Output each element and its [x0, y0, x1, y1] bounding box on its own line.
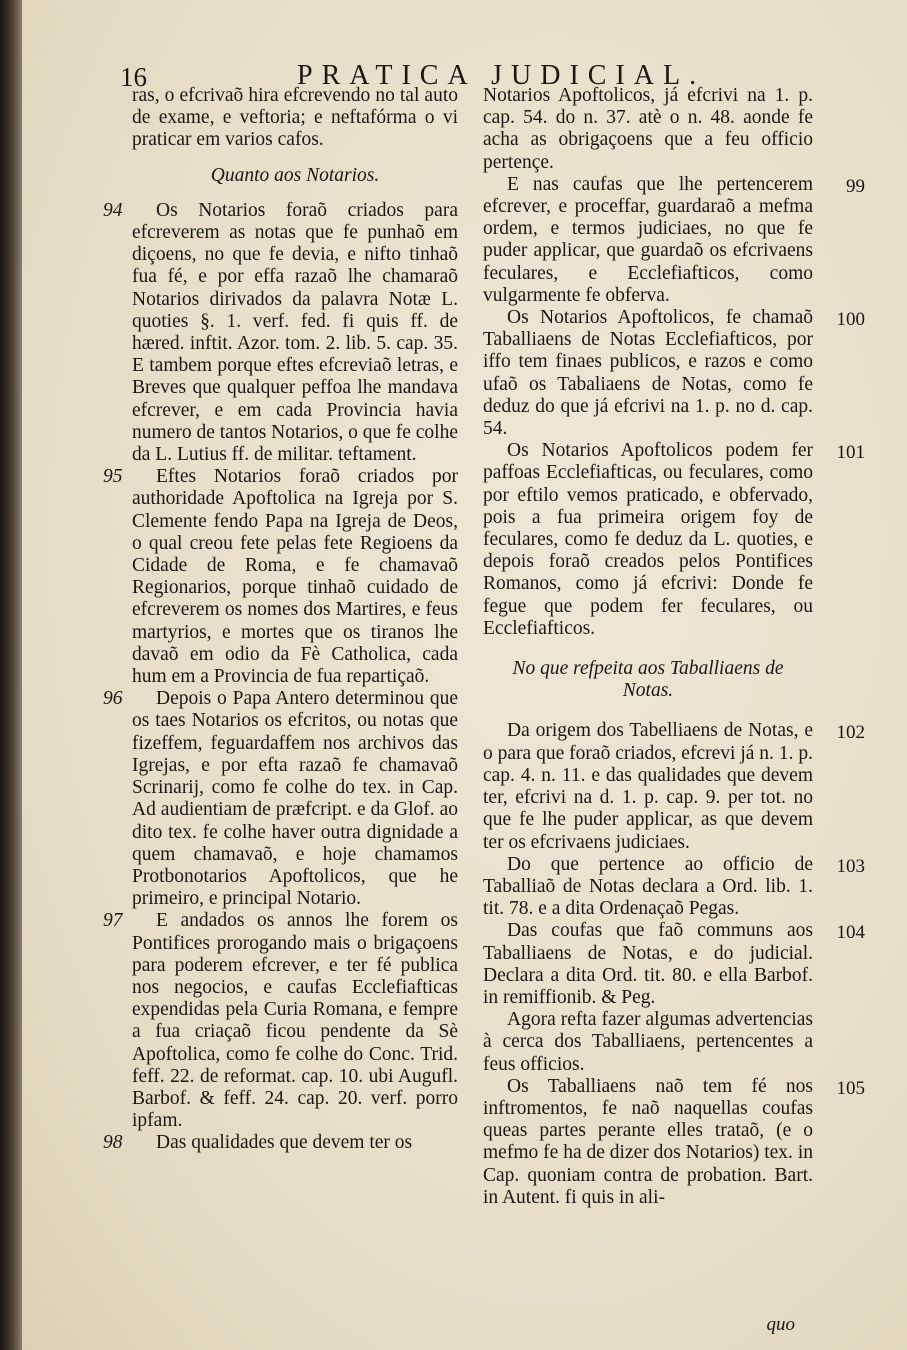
page-number: 16: [120, 62, 147, 92]
section-heading-taballiaens: [483, 658, 813, 702]
paragraph-text: Depois o Papa Antero determinou que os taes Notarios os efcritos, ou notas que fizeffem, feguardaffem nos archivos das Igrejas, e por efta razaõ fe chamavaõ Scrinarij, como fe colhe do tex. in Cap. Ad audientiam de præfcript. e da Glof. ao dito tex. fe colhe haver outra dignidade a quem chamavaõ, e hoje chamamos Protbonotarios Apoftolicos, que he primeiro, e principal Notario.: [132, 688, 458, 910]
paragraph-number-102: 102: [836, 722, 865, 744]
paragraph-text: Os Taballiaens naõ tem fé nos inftromentos, fe naõ naquellas coufas queas partes perante elles trataõ, (e o mefmo fe ha de dizer dos Notarios) tex. in Cap. quoniam contra de probation. Bart. in Autent. fi quis in ali-: [483, 1075, 813, 1208]
paragraph-95: [103, 466, 458, 688]
paragraph-text: Os Notarios Apoftolicos podem fer paffoas Ecclefiafticas, ou feculares, como por eftilo vemos praticado, e obfervado, pois a fua primeira origem foy de feculares, como fe deduz da L. quoties, e depois foraõ creados pelos Pontifices Romanos, como já efcrivi: Donde fe fegue que podem fer feculares, ou Ecclefiafticos.: [483, 440, 813, 639]
running-title: PRATICA JUDICIAL.: [297, 60, 706, 91]
paragraph-text: Do que pertence ao officio de Taballiaõ de Notas declara a Ord. lib. 1. tit. 78. e a dita Ordenaçaõ Pegas.: [483, 853, 813, 920]
paragraph-number-105: 105: [836, 1077, 865, 1099]
paragraph-104-continued: Agora refta fazer algumas advertencias à cerca dos Taballiaens, pertencentes a feus officios.: [483, 1009, 813, 1075]
paragraph-number-101: 101: [836, 442, 865, 464]
catchword: quo: [766, 1314, 795, 1335]
paragraph-number-100: 100: [836, 309, 865, 331]
left-column: [103, 85, 458, 1155]
paragraph-100: [483, 307, 865, 440]
paragraph-105: [483, 1075, 865, 1209]
paragraph-94: [103, 199, 458, 466]
paragraph-number-94: 94: [103, 199, 123, 221]
paragraph-text: Das coufas que faõ communs aos Taballiaens de Notas, e do judicial. Declara a dita Ord. tit. 80. e ella Barbof. in remiffionib. & Peg.: [483, 920, 813, 1008]
book-page: [22, 0, 907, 1350]
section-heading-notarios: Quanto aos Notarios.: [210, 164, 380, 186]
paragraph-101: [483, 440, 865, 640]
paragraph-number-95: 95: [103, 466, 123, 488]
paragraph-99: [483, 173, 865, 307]
paragraph-number-98: 98: [103, 1132, 123, 1154]
paragraph-text: Eftes Notarios foraõ criados por authoridade Apoftolica na Igreja por S. Clemente fendo Papa na Igreja de Deos, o qual creou fete pelas fete Regioens da Cidade de Roma, e fe chamavaõ Regionarios, porque tinhaõ cuidado de efcreverem os nomes dos Martires, e feus martyrios, e mortes que os tiranos lhe davaõ em odio da Fè Catholica, cada hum em a Provincia de fua repartiçaõ.: [132, 466, 458, 688]
paragraph-number-103: 103: [836, 855, 865, 877]
paragraph-102: [483, 720, 865, 853]
paragraph-continuation: ras, o efcrivaõ hira efcrevendo no tal auto de exame, e veftoria; e neftafórma o vi praticar em varios cafos.: [132, 85, 458, 151]
paragraph-text: E nas caufas que lhe pertencerem efcrever, e proceffar, guardaraõ a mefma ordem, e termos judiciaes, no que fe puder applicar, que guardaõ os efcrivaens feculares, e Ecclefiafticos, como vulgarmente fe obferva.: [483, 173, 813, 306]
paragraph-number-97: 97: [103, 910, 123, 932]
paragraph-104: [483, 920, 865, 1009]
paragraph-number-99: 99: [846, 175, 865, 197]
paragraph-97: [103, 910, 458, 1132]
paragraph-96: [103, 688, 458, 910]
paragraph-number-96: 96: [103, 688, 123, 710]
paragraph-98: [103, 1132, 458, 1154]
paragraph-text: Das qualidades que devem ter os: [156, 1132, 413, 1154]
paragraph-text: Os Notarios Apoftolicos, fe chamaõ Taballiaens de Notas Ecclefiafticos, por iffo tem finaes publicos, e razos e como ufaõ os Tabaliaens de Notas, como fe deduz do que já efcrivi na 1. p. no d. cap. 54.: [483, 307, 813, 440]
paragraph-number-104: 104: [836, 922, 865, 944]
paragraph-text: E andados os annos lhe forem os Pontifices prorogando mais o brigaçoens para poderem efcrever, e ter fé publica nos negocios, e caufas Ecclefiafticas expendidas pela Curia Romana, e fempre a fua criaçaõ ficou pendente da Sè Apoftolica, como fe colhe do Conc. Trid. feff. 22. de reformat. cap. 10. ubi Augufl. Barbof. & feff. 24. cap. 20. verf. porro ipfam.: [132, 910, 458, 1132]
paragraph-text: Os Notarios foraõ criados para efcreverem as notas que fe punhaõ em diçoens, no que fe devia, e nifto tinhaõ fua fé, e por effa razaõ lhe chamaraõ Notarios dirivados da palavra Notæ L. quoties §. 1. verf. fed. fi quis ff. de hæred. inftit. Azor. tom. 2. lib. 5. cap. 35. E tambem porque eftes efcreviaõ letras, e Breves que qualquer peffoa lhe mandava efcrever, e em cada Provincia havia numero de tantos Notarios, o que fe colhe da L. Lutius ff. de militar. teftament.: [132, 199, 458, 466]
paragraph-103: [483, 853, 865, 921]
heading-line: No que refpeita aos Taballiaens de: [512, 658, 784, 680]
paragraph-continuation: Notarios Apoftolicos, já efcrivi na 1. p. cap. 54. do n. 37. atè o n. 48. aonde fe acha as obrigaçoens que a feu officio pertençe.: [483, 85, 813, 173]
right-column: [483, 85, 865, 1209]
book-spine-shadow: [0, 0, 22, 1350]
heading-line: Notas.: [622, 680, 674, 702]
paragraph-text: Da origem dos Tabelliaens de Notas, e o para que foraõ criados, efcrevi já n. 1. p. cap. 4. n. 11. e das qualidades que devem ter, efcrivi na d. 1. p. cap. 9. per tot. no que fe lhe puder applicar, as que devem ter os efcrivaens judiciaes.: [483, 720, 813, 853]
